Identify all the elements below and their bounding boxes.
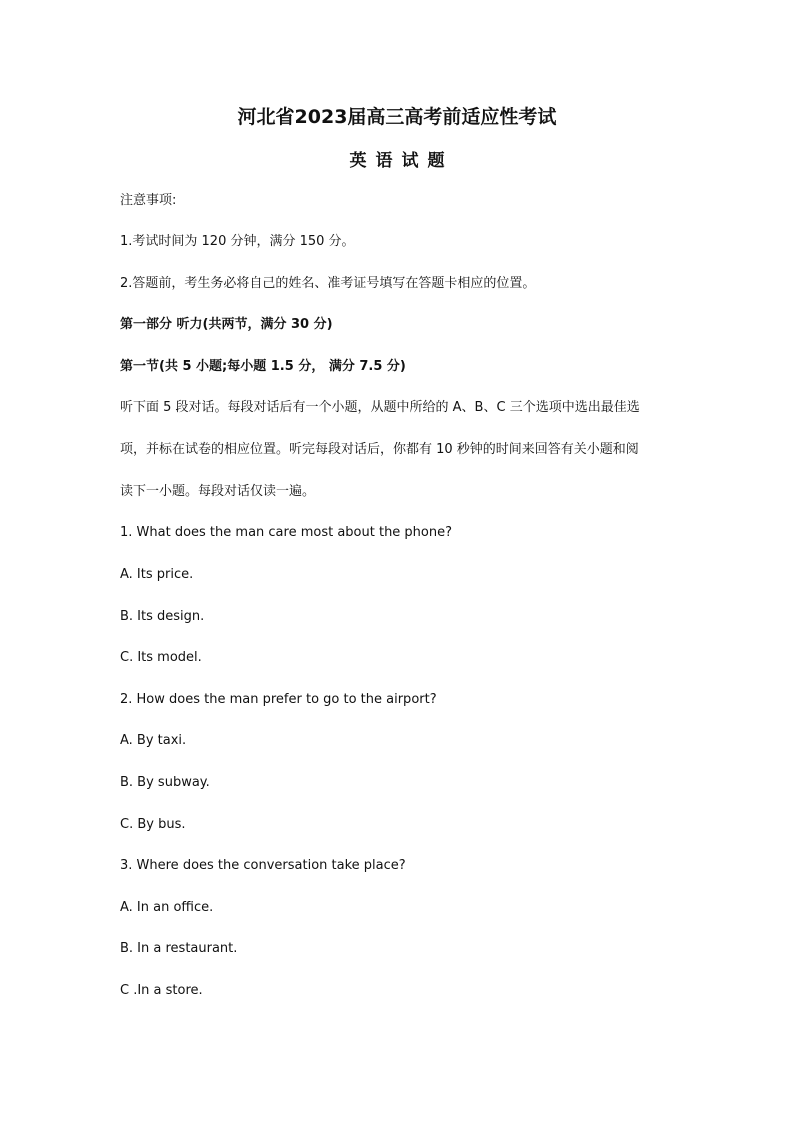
notice-item: 2.答题前，考生务必将自己的姓名、准考证号填写在答题卡相应的位置。: [120, 276, 536, 291]
exam-subtitle: 英语试题: [349, 151, 454, 171]
question-option: B. By subway.: [120, 775, 210, 790]
question-stem: 3. Where does the conversation take place?: [120, 858, 406, 873]
question-option: A. By taxi.: [120, 733, 187, 748]
notice-item: 1.考试时间为 120 分钟，满分 150 分。: [120, 234, 355, 249]
question-option: C. Its model.: [120, 650, 202, 665]
instruction-line: 读下一小题。每段对话仅读一遍。: [120, 484, 316, 499]
question-option: C .In a store.: [120, 983, 203, 998]
part-heading: 第一部分 听力(共两节，满分 30 分): [120, 317, 333, 332]
question-stem: 2. How does the man prefer to go to the airport?: [120, 692, 437, 707]
section-heading: 第一节(共 5 小题;每小题 1.5 分， 满分 7.5 分): [120, 359, 406, 374]
notice-heading: 注意事项:: [120, 193, 177, 208]
question-stem: 1. What does the man care most about the phone?: [120, 525, 453, 540]
question-option: A. Its price.: [120, 567, 194, 582]
question-option: C. By bus.: [120, 817, 186, 832]
exam-title: 河北省2023届高三高考前适应性考试: [237, 106, 557, 128]
instruction-line: 听下面 5 段对话。每段对话后有一个小题，从题中所给的 A、B、C 三个选项中选出最佳选: [120, 400, 640, 415]
question-option: A. In an office.: [120, 900, 214, 915]
question-option: B. Its design.: [120, 609, 205, 624]
question-option: B. In a restaurant.: [120, 941, 238, 956]
instruction-line: 项，并标在试卷的相应位置。听完每段对话后，你都有 10 秒钟的时间来回答有关小题和阅: [120, 442, 639, 457]
